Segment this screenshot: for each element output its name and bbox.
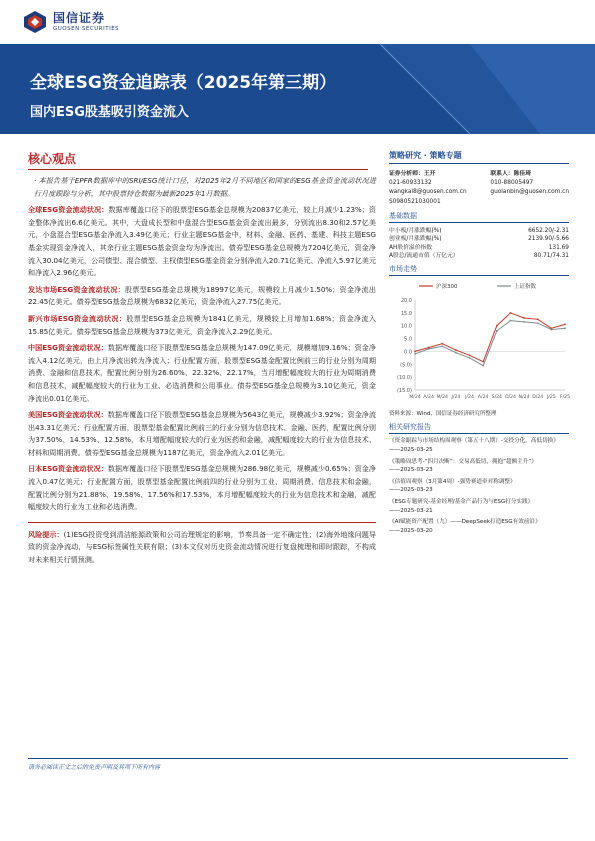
related-report-title[interactable]: 《AI赋能资产配置（九）——DeepSeek打造ESG有效前沿》 (389, 519, 541, 526)
developed-label: 发达市场ESG资金流动状况： (28, 284, 125, 294)
x-tick-label: J/24 (465, 395, 474, 401)
y-tick-label: 10.0 (400, 324, 412, 331)
data-value: 131.69 (548, 244, 569, 251)
data-point (496, 330, 498, 332)
data-point (537, 323, 539, 325)
data-row (389, 227, 569, 235)
emerging-paragraph (28, 313, 376, 338)
y-tick-label: 20.0 (400, 298, 412, 305)
data-point (523, 321, 525, 323)
us-paragraph (28, 409, 376, 459)
data-row (389, 252, 569, 260)
china-label: 中国ESG资金流动状况： (28, 343, 108, 353)
x-tick-label: F/25 (559, 395, 571, 401)
data-row (389, 235, 569, 243)
y-tick-label: 5.0 (404, 337, 412, 344)
sidebar (389, 150, 569, 535)
x-tick-label: J/25 (546, 395, 556, 401)
related-report[interactable] (389, 458, 569, 475)
analysts (389, 170, 569, 207)
x-tick-label: S/24 (491, 395, 502, 401)
report-subtitle: 国内ESG股基吸引资金流入 (30, 105, 189, 120)
data-point (469, 357, 471, 359)
china-paragraph (28, 342, 376, 405)
data-label: 创业板/月涨跌幅(%) (389, 236, 442, 243)
related-report-title[interactable]: 《策略周思考-“四月决断”：交易高低切，拥抱“超额主升”》 (389, 458, 537, 465)
related-report-date: ——2025-03-20 (389, 527, 433, 534)
analyst-1-phone: 021-60933132 (389, 180, 432, 187)
legend-label: 沪深300 (436, 284, 458, 291)
market-title: 市场走势 (389, 264, 569, 276)
related-report-title[interactable]: 《估值周观察（3月第4周）-强势赛道牵对称调整》 (389, 478, 516, 485)
data-point (469, 355, 471, 357)
related-report[interactable] (389, 478, 569, 495)
related-report-date: ——2025-03-21 (389, 507, 433, 514)
x-tick-label: M/24 (409, 395, 421, 401)
logo-en: GUOSEN SECURITIES (53, 26, 120, 32)
data-point (455, 350, 457, 352)
y-tick-label: (5.0) (400, 362, 412, 369)
basic-data-title: 基础数据 (389, 211, 569, 223)
top-bar (0, 0, 595, 44)
risk-label: 风险提示： (28, 529, 64, 539)
legend-label: 上证指数 (514, 284, 537, 291)
related-report-title[interactable]: 《ESG专题研究-基金经理/基金产品行为与ESG打分实践》 (389, 499, 534, 505)
japan-label: 日本ESG资金流动状况： (28, 464, 108, 474)
data-point (550, 329, 552, 331)
global-label: 全球ESG资金流动状况： (28, 205, 109, 215)
series-line-1 (415, 313, 565, 362)
logo-cn: 国信证券 (53, 11, 106, 25)
data-label: AH股价溢价指数 (389, 244, 433, 251)
related-report-date: ——2025-03-25 (389, 447, 433, 454)
us-label: 美国ESG资金流动状况： (28, 410, 108, 420)
data-point (441, 343, 443, 345)
data-row (389, 244, 569, 252)
market-chart (389, 278, 569, 408)
data-point (537, 319, 539, 321)
market-chart-svg (389, 278, 569, 408)
footer-disclaimer: 请务必阅读正文之后的免责声明及其项下所有内容 (28, 764, 161, 771)
data-value: 2139.90/-5.66 (528, 236, 569, 243)
y-tick-label: (15.0) (396, 388, 412, 395)
analyst-1 (389, 170, 467, 207)
y-tick-label: (10.0) (396, 375, 412, 382)
related-report-date: ——2025-03-23 (389, 467, 433, 474)
y-tick-label: 15.0 (400, 311, 412, 318)
x-tick-label: A/24 (423, 395, 434, 401)
data-point (510, 320, 512, 322)
main-column (28, 150, 376, 567)
japan-paragraph (28, 463, 376, 513)
report-type: 策略研究 · 策略专题 (389, 150, 569, 164)
global-text: 数据库覆盖口径下的股票型ESG基金总规模为20837亿美元，较上月减少1.23%；资金整体净流出6.6亿美元。其中，大盘成长型和中盘混合型ESG基金资金流出最多，分别流出8.30和2.57亿美元，小盘混合型ESG基金净流入3.49亿美元；行业主题ESG基金中，材料、金融、医药、基建、科技主题ESG基金实现资金净流入，其余行业主题ESG基金资金均为净流出。债券型ESG基金总规模为7204亿美元，资金净流入30.04亿美元，公司债型、混合债型、主权债型ESG基金资金分别净流入20.71亿美元、净流入5.97亿美元和净流入2.96亿美元。 (28, 205, 376, 278)
china-text: 数据库覆盖口径下股票型ESG基金总规模为147.09亿美元，规模增加9.16%；资金净流入4.12亿美元，由上月净流出转为净流入；行业配置方面，股票型ESG基金配置比例前三的行业分别为周期消费、金融和信息技术，配置比例分别为26.60%、22.32%、22.17%，当月增配幅度较大的行业为周期消费和信息技术，减配幅度较大的行业为工业、必选消费和公用事业。债券型ESG基金总规模为3.10亿美元，资金净流出0.01亿美元。 (28, 343, 376, 403)
related-title: 相关研究报告 (389, 422, 569, 434)
guosen-logo-icon (22, 9, 48, 35)
data-label: 中小板/月涨跌幅(%) (389, 227, 442, 234)
developed-paragraph (28, 284, 376, 309)
risk-paragraph (28, 522, 376, 567)
section-title: 核心观点 (28, 150, 368, 170)
analyst-2 (490, 170, 569, 207)
title-banner (0, 44, 595, 134)
x-tick-label: A/24 (477, 395, 489, 401)
y-tick-label: 0.0 (404, 349, 412, 356)
us-text: 数据库覆盖口径下股票型ESG基金总规模为5643亿美元，规模减少3.92%；资金净流出43.31亿美元；行业配置方面，股票型基金配置比例前三的行业分别为信息技术、金融、医药，配置比例分别为37.50%、14.53%、12.58%，本月增配幅度较大的行业为医药和金融，减配幅度较大的行业为信息技术、材料和周期消费。债券型ESG基金总规模为1187亿美元，资金净流入2.01亿美元。 (28, 410, 376, 457)
global-paragraph (28, 204, 376, 280)
data-point (441, 346, 443, 348)
logo (22, 9, 119, 35)
related-list (389, 437, 569, 535)
data-point (482, 365, 484, 367)
data-point (414, 354, 416, 356)
data-point (510, 312, 512, 314)
data-point (482, 361, 484, 363)
x-tick-label: O/24 (504, 395, 516, 401)
emerging-text: 股票型ESG基金总规模为1841亿美元，规模较上月增加1.68%；资金净流入15.85亿美元。债券型ESG基金总规模为373亿美元，资金净流入2.29亿美元。 (28, 313, 376, 336)
related-report-title[interactable]: 《资金跟踪与市场结构周观察（第五十八期）-交投分化，高低切换》 (389, 438, 559, 445)
data-point (414, 351, 416, 353)
intro-paragraph: · 本报告基于EPFR数据库中的SRI/ESG统计口径，对2025年2月不同地区和国家的ESG基金资金流动状况进行月度跟踪与分析，其中股票持仓数据为最新2025年1月数据。 (34, 176, 376, 198)
report-title: 全球ESG资金追踪表（2025年第三期） (30, 73, 337, 93)
chart-source: 资料来源：Wind、国信证券经济研究所整理 (389, 411, 497, 418)
data-point (564, 324, 566, 326)
analyst-1-license: S0980521030001 (389, 198, 441, 205)
analyst-2-phone: 010-88005497 (490, 180, 534, 187)
analyst-2-email[interactable]: guolanbin@guosen.com.cn (490, 189, 569, 196)
data-point (496, 325, 498, 327)
basic-data-table (389, 227, 569, 261)
risk-text: (1)ESG投资受到清洁能源政策和公司治理规定的影响，节奏具备一定不确定性；(2)海外地缘问题导致的资金净流动，与ESG标签属性关联有限；(3)本文仅对历史资金流动情况进行复盘梳理和即时跟踪，不构成对未来相关行情预测。 (28, 529, 377, 565)
emerging-label: 新兴市场ESG资金流动状况： (28, 313, 127, 323)
related-report-date: ——2025-03-23 (389, 487, 433, 494)
x-tick-label: M/24 (436, 395, 448, 401)
data-value: 6652.20/-2.31 (528, 227, 569, 234)
data-point (455, 352, 457, 354)
x-tick-label: J/24 (451, 395, 461, 401)
analyst-1-email[interactable]: wangkai8@guosen.com.cn (389, 189, 467, 196)
data-value: 80.71/74.31 (533, 253, 569, 260)
related-report[interactable] (389, 498, 569, 515)
analyst-1-title: 证券分析师：王开 (389, 171, 436, 177)
related-report[interactable] (389, 518, 569, 535)
data-point (523, 318, 525, 320)
x-tick-label: D/24 (532, 395, 544, 401)
data-label: A股总/流通市值（万亿元） (389, 253, 459, 260)
related-report[interactable] (389, 437, 569, 454)
footer-divider (28, 758, 568, 759)
developed-text: 股票型ESG基金总规模为18997亿美元，规模较上月减少1.50%；资金净流出22.45亿美元。债券型ESG基金总规模为6832亿美元，资金净流入27.75亿美元。 (28, 284, 376, 307)
data-point (564, 328, 566, 330)
analyst-2-title: 联系人：陈佳琦 (490, 171, 531, 177)
x-tick-label: N/24 (518, 395, 530, 401)
japan-text: 数据库覆盖口径下股票型ESG基金总规模为286.98亿美元，规模减少0.65%；资金净流入0.47亿美元；行业配置方面，股票型基金配置比例前四的行业分别为工业、周期消费、信息技术和金融，配置比例分别为21.88%、19.58%、17.56%和17.53%，本月增配幅度较大的行业为信息技术和金融，减配幅度较大的行业为工业和必选消费。 (28, 464, 376, 512)
data-point (428, 348, 430, 350)
